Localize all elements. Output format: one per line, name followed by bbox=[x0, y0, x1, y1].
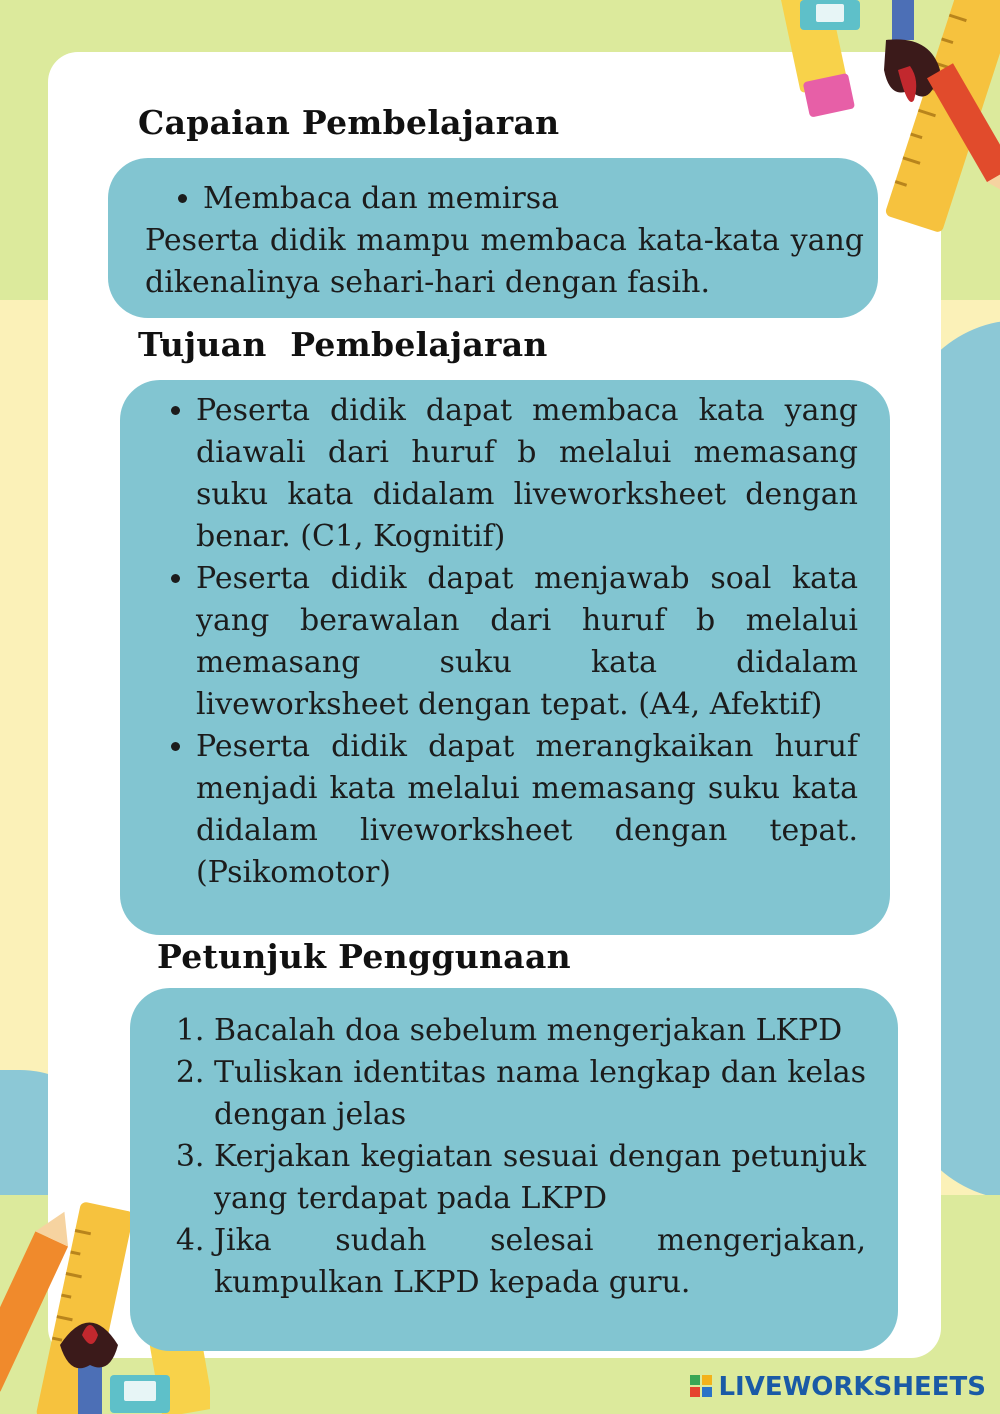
tujuan-item-1: • Peserta didik dapat membaca kata yang diawali dari huruf b melalui memasang suku kata didalam liveworksheet dengan benar. (C1, Kognitif) bbox=[196, 390, 858, 558]
sharpener-icon bbox=[110, 1375, 170, 1413]
petunjuk-item-2: 2. Tuliskan identitas nama lengkap dan kelas dengan jelas bbox=[214, 1052, 866, 1136]
petunjuk-item-3: 3. Kerjakan kegiatan sesuai dengan petunjuk yang terdapat pada LKPD bbox=[214, 1136, 866, 1220]
petunjuk-heading: Petunjuk Penggunaan bbox=[157, 937, 571, 976]
sharpener-icon bbox=[800, 0, 860, 30]
liveworksheets-logo[interactable] bbox=[690, 1372, 986, 1402]
liveworksheets-logo-icon bbox=[690, 1375, 714, 1399]
petunjuk-item-1: 1. Bacalah doa sebelum mengerjakan LKPD bbox=[214, 1010, 866, 1052]
petunjuk-box bbox=[130, 988, 898, 1351]
tujuan-heading: Tujuan Pembelajaran bbox=[138, 325, 548, 364]
capaian-bullet: • Membaca dan memirsa bbox=[203, 178, 864, 220]
tujuan-item-2: • Peserta didik dapat menjawab soal kata yang berawalan dari huruf b melalui memasang suku kata didalam liveworksheet dengan tepat. (A4, Afektif) bbox=[196, 558, 858, 726]
capaian-heading: Capaian Pembelajaran bbox=[138, 103, 560, 142]
tujuan-box bbox=[120, 380, 890, 935]
paintbrush-icon bbox=[884, 0, 940, 102]
capaian-box bbox=[108, 158, 878, 318]
capaian-text: Peserta didik mampu membaca kata-kata yang dikenalinya sehari-hari dengan fasih. bbox=[145, 223, 864, 300]
tujuan-item-3: • Peserta didik dapat merangkaikan huruf menjadi kata melalui memasang suku kata didalam liveworksheet dengan tepat. (Psikomotor) bbox=[196, 726, 858, 894]
liveworksheets-logo-text: LIVEWORKSHEETS bbox=[718, 1372, 986, 1402]
petunjuk-item-4: 4. Jika sudah selesai mengerjakan, kumpulkan LKPD kepada guru. bbox=[214, 1220, 866, 1304]
